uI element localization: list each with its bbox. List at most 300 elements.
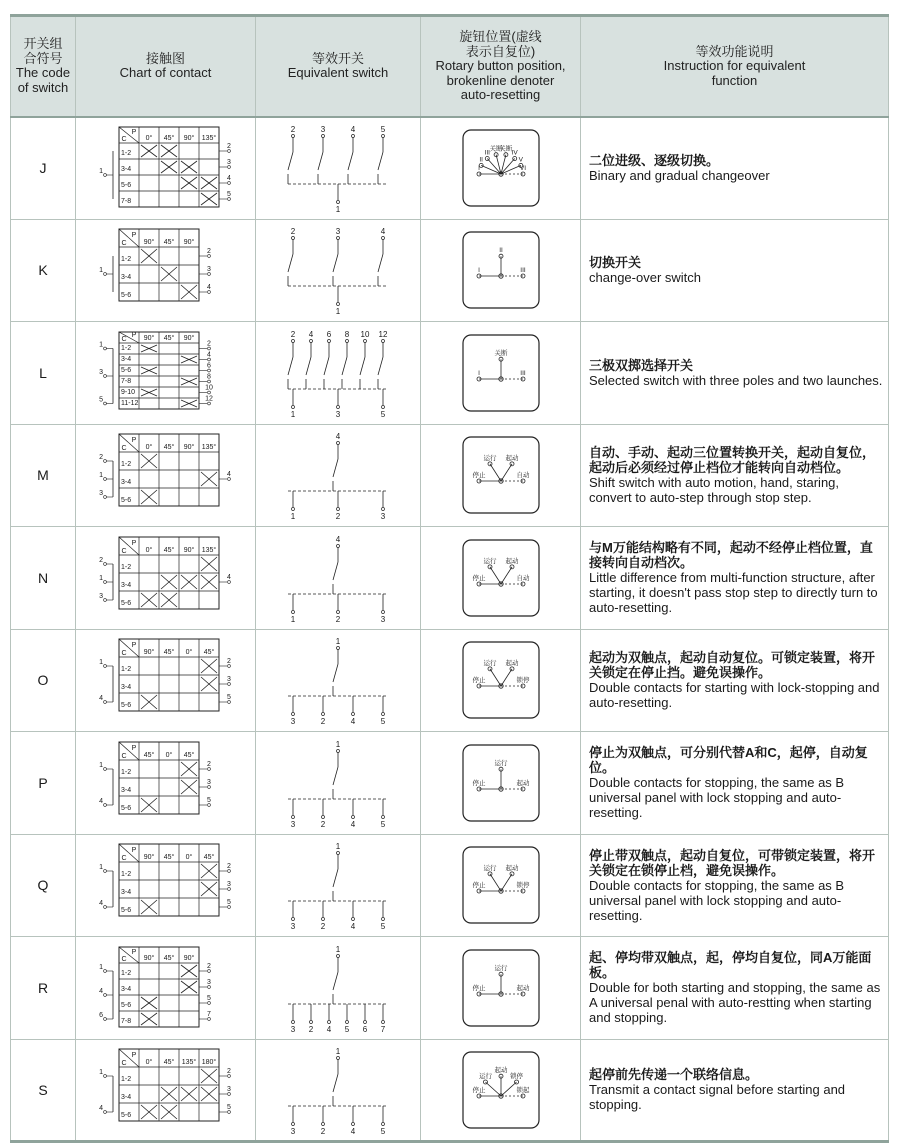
angle-label: 90° <box>183 334 194 342</box>
angle-label: 45° <box>163 444 174 452</box>
angle-label: 180° <box>201 1058 216 1066</box>
angle-label: 0° <box>145 1058 152 1066</box>
switch-bottom-terminal-label: 1 <box>335 307 341 317</box>
knob-position-label: 运行 <box>483 557 496 565</box>
knob-position-label: I <box>477 369 480 377</box>
angle-label: 90° <box>183 239 194 247</box>
contact-label: 1-2 <box>120 344 131 352</box>
rotary-knob-diagram <box>461 230 541 310</box>
switch-bottom-terminal-label: 3 <box>380 614 386 624</box>
angle-label: 45° <box>163 954 174 962</box>
contact-closed-mark <box>141 490 157 504</box>
left-terminal-label: 1 <box>98 864 103 872</box>
switch-code: M <box>11 424 76 527</box>
right-terminal-label: 7 <box>206 1010 211 1018</box>
table-row <box>11 1039 889 1142</box>
equivalent-switch-diagram <box>278 634 398 726</box>
knob-position-label: 起动 <box>516 984 529 992</box>
contact-label: 1-2 <box>120 969 131 977</box>
contact-closed-mark <box>161 593 177 607</box>
table-row <box>11 629 889 732</box>
switch-code: S <box>11 1039 76 1142</box>
description-english: Shift switch with auto motion, hand, staring, convert to auto-step through stop step. <box>589 475 840 506</box>
contact-closed-mark <box>141 997 157 1009</box>
knob-position-label: 停止 <box>472 677 485 685</box>
chart-label-c: C <box>120 955 127 963</box>
left-terminal-label: 1 <box>98 472 103 480</box>
knob-position-label: 运行 <box>494 759 507 767</box>
description-english: Double contacts for stopping, the same as B universal panel with lock stopping and auto-resetting. <box>589 775 845 821</box>
chart-label-p: P <box>131 129 136 137</box>
contact-chart-cell <box>76 424 256 527</box>
switch-bottom-terminal-label: 4 <box>350 1126 356 1136</box>
angle-label: 135° <box>201 444 216 452</box>
rotary-knob-diagram <box>461 435 541 515</box>
contact-chart <box>91 225 241 315</box>
contact-label: 1-2 <box>120 563 131 571</box>
switch-bottom-terminal-label: 3 <box>290 1024 296 1034</box>
equivalent-switch-cell <box>256 1039 421 1142</box>
angle-label: 0° <box>165 751 172 759</box>
angle-label: 135° <box>201 546 216 554</box>
knob-position-label: 关断 <box>489 145 503 153</box>
chart-label-p: P <box>131 744 136 752</box>
chart-label-p: P <box>131 232 136 240</box>
rotary-knob-diagram <box>461 640 541 720</box>
knob-position-label: 停止 <box>472 779 485 787</box>
angle-label: 45° <box>203 649 214 657</box>
table-row <box>11 117 889 220</box>
knob-position-label: I <box>477 165 480 172</box>
chart-label-p: P <box>131 437 136 445</box>
contact-label: 5-6 <box>120 292 131 300</box>
contact-closed-mark <box>141 454 157 468</box>
contact-chart-cell <box>76 1039 256 1142</box>
right-terminal-label: 3 <box>206 778 211 786</box>
right-terminal-label: 2 <box>206 340 211 348</box>
equivalent-switch-cell <box>256 937 421 1040</box>
knob-position-cell <box>421 424 581 527</box>
knob-position-label: 停止 <box>472 984 485 992</box>
switch-bottom-terminal-label: 5 <box>344 1024 350 1034</box>
right-terminal-label: 4 <box>226 471 231 479</box>
knob-position-label: III <box>484 149 490 157</box>
equivalent-switch-diagram <box>278 839 398 931</box>
contact-label: 3-4 <box>120 684 131 692</box>
equivalent-switch-diagram <box>278 224 398 316</box>
chart-label-c: C <box>120 136 127 143</box>
right-terminal-label: 8 <box>206 373 211 381</box>
description-chinese: 三极双掷选择开关 <box>589 357 694 373</box>
contact-closed-mark <box>141 798 157 812</box>
knob-position-label: 停止 <box>472 472 485 480</box>
right-terminal-label: 2 <box>226 143 231 150</box>
contact-closed-mark <box>141 900 157 914</box>
equivalent-switch-cell <box>256 117 421 220</box>
function-description <box>581 937 889 1040</box>
equivalent-switch-cell <box>256 629 421 732</box>
angle-label: 90° <box>143 854 154 862</box>
contact-label: 3-4 <box>120 274 131 282</box>
angle-label: 0° <box>145 546 152 554</box>
description-english: Double contacts for starting with lock-stopping and auto-resetting. <box>589 680 880 711</box>
switch-top-terminal-label: 1 <box>335 1046 341 1056</box>
switch-top-terminal-label: 4 <box>335 534 341 544</box>
function-description <box>581 424 889 527</box>
contact-label: 3-4 <box>120 786 131 794</box>
description-chinese: 与M万能结构略有不同，起动不经停止档位置，直接转向自动档次。 <box>589 540 873 571</box>
left-terminal-label: 1 <box>98 168 103 175</box>
chart-label-c: C <box>120 335 127 343</box>
contact-closed-mark <box>201 677 217 691</box>
description-chinese: 起、停均带双触点，起，停均自复位，同A万能面板。 <box>589 950 872 981</box>
knob-position-label: 运行 <box>483 865 496 873</box>
switch-top-terminal-label: 3 <box>320 125 326 134</box>
switch-code: L <box>11 322 76 425</box>
switch-bottom-terminal-label: 3 <box>290 1126 296 1136</box>
angle-label: 0° <box>145 444 152 452</box>
contact-closed-mark <box>161 161 177 173</box>
description-english: Double contacts for stopping, the same as B universal panel with lock stopping and auto-resetting. <box>589 877 845 923</box>
contact-closed-mark <box>141 145 157 157</box>
contact-closed-mark <box>201 472 217 486</box>
contact-label: 3-4 <box>120 1093 131 1101</box>
contact-label: 1-2 <box>120 256 131 264</box>
knob-position-label: 停止 <box>472 1086 485 1094</box>
angle-label: 90° <box>143 954 154 962</box>
right-terminal-label: 3 <box>226 676 231 684</box>
rotary-knob-diagram <box>461 948 541 1028</box>
switch-top-terminal-label: 2 <box>290 227 296 237</box>
function-description <box>581 1039 889 1142</box>
right-terminal-label: 2 <box>206 962 211 970</box>
contact-label: 7-8 <box>120 1017 131 1025</box>
knob-position-label: 关断 <box>494 349 507 357</box>
angle-label: 0° <box>185 854 192 862</box>
left-terminal-label: 1 <box>98 761 103 769</box>
switch-top-terminal-label: 12 <box>378 329 388 339</box>
knob-position-label: 停止 <box>472 574 485 582</box>
contact-closed-mark <box>201 864 217 878</box>
switch-bottom-terminal-label: 1 <box>335 205 341 214</box>
angle-label: 45° <box>143 751 154 759</box>
switch-top-terminal-label: 2 <box>290 125 296 134</box>
knob-position-label: 运行 <box>483 660 496 668</box>
contact-chart-cell <box>76 937 256 1040</box>
switch-bottom-terminal-label: 2 <box>335 512 341 522</box>
chart-label-p: P <box>131 331 136 339</box>
knob-position-label: VI <box>519 165 526 172</box>
left-terminal-label: 1 <box>98 659 103 667</box>
left-terminal-label: 1 <box>98 963 103 971</box>
switch-bottom-terminal-label: 3 <box>290 717 296 727</box>
chart-label-c: C <box>120 1059 127 1067</box>
table-row <box>11 424 889 527</box>
description-chinese: 停止为双触点，可分别代替A和C，起停，自动复位。 <box>589 745 868 776</box>
contact-label: 9-10 <box>120 388 135 396</box>
right-terminal-label: 4 <box>206 284 211 292</box>
contact-label: 5-6 <box>120 1111 131 1119</box>
knob-position-label: 锁停 <box>516 882 529 890</box>
switch-bottom-terminal-label: 3 <box>290 819 296 829</box>
right-terminal-label: 5 <box>206 994 211 1002</box>
contact-closed-mark <box>141 367 157 374</box>
switch-top-terminal-label: 8 <box>344 329 350 339</box>
chart-label-p: P <box>131 948 136 956</box>
switch-top-terminal-label: 1 <box>335 637 341 647</box>
right-terminal-label: 5 <box>226 899 231 907</box>
right-terminal-label: 6 <box>206 362 211 370</box>
rotary-knob-diagram <box>461 1050 541 1130</box>
right-terminal-label: 10 <box>204 384 213 392</box>
contact-closed-mark <box>201 177 217 189</box>
contact-chart <box>91 840 241 930</box>
switch-code: P <box>11 732 76 835</box>
switch-code: O <box>11 629 76 732</box>
switch-bottom-terminal-label: 2 <box>320 922 326 932</box>
knob-position-label: III <box>519 369 526 377</box>
contact-label: 5-6 <box>120 702 131 710</box>
angle-label: 90° <box>143 239 154 247</box>
knob-position-label: 起动 <box>505 865 518 873</box>
left-terminal-label: 1 <box>98 267 103 275</box>
left-terminal-label: 1 <box>98 574 103 582</box>
knob-position-label: 起动 <box>505 455 518 463</box>
rotary-knob-diagram <box>461 333 541 413</box>
left-terminal-label: 4 <box>98 695 103 703</box>
contact-label: 3-4 <box>120 479 131 487</box>
contact-label: 5-6 <box>120 366 131 374</box>
left-terminal-label: 1 <box>98 341 103 349</box>
header-function-description: 等效功能说明 Instruction for equivalent function <box>581 16 889 117</box>
contact-chart-cell <box>76 219 256 322</box>
switch-top-terminal-label: 4 <box>350 125 356 134</box>
knob-position-label: II <box>478 156 483 164</box>
knob-position-label: III <box>519 267 526 275</box>
right-terminal-label: 4 <box>226 175 231 182</box>
left-terminal-label: 4 <box>98 797 103 805</box>
contact-closed-mark <box>201 882 217 896</box>
switch-bottom-terminal-label: 2 <box>320 1126 326 1136</box>
contact-closed-mark <box>201 1069 217 1083</box>
equivalent-switch-diagram <box>278 532 398 624</box>
contact-label: 5-6 <box>120 804 131 812</box>
knob-position-cell <box>421 834 581 937</box>
switch-bottom-terminal-label: 4 <box>350 819 356 829</box>
knob-position-label: 自动 <box>516 574 529 582</box>
chart-label-c: C <box>120 855 127 863</box>
contact-closed-mark <box>141 593 157 607</box>
right-terminal-label: 4 <box>226 573 231 581</box>
contact-closed-mark <box>141 1105 157 1119</box>
description-chinese: 起停前先传递一个联络信息。 <box>589 1067 759 1083</box>
contact-closed-mark <box>201 575 217 589</box>
header-chart-of-contact: 接触图 Chart of contact <box>76 16 256 117</box>
knob-position-label: 停止 <box>472 882 485 890</box>
description-chinese: 二位进级、逐级切换。 <box>589 153 720 168</box>
contact-closed-mark <box>181 762 197 776</box>
contact-label: 1-2 <box>120 666 131 674</box>
contact-chart <box>91 430 241 520</box>
knob-position-cell <box>421 1039 581 1142</box>
contact-closed-mark <box>201 659 217 673</box>
contact-closed-mark <box>181 177 197 189</box>
chart-label-c: C <box>120 445 127 453</box>
angle-label: 90° <box>143 649 154 657</box>
equivalent-switch-cell <box>256 732 421 835</box>
left-terminal-label: 3 <box>98 490 103 498</box>
description-english: change-over switch <box>589 270 701 286</box>
right-terminal-label: 3 <box>206 978 211 986</box>
angle-label: 45° <box>183 751 194 759</box>
knob-position-label: 运行 <box>478 1072 492 1080</box>
table-row <box>11 834 889 937</box>
contact-closed-mark <box>181 575 197 589</box>
right-terminal-label: 5 <box>226 191 231 198</box>
knob-position-label: 锁起 <box>516 1086 529 1094</box>
switch-code: K <box>11 219 76 322</box>
knob-position-label: 锁停 <box>516 677 529 685</box>
switch-bottom-terminal-label: 5 <box>380 922 386 932</box>
right-terminal-label: 3 <box>226 1085 231 1093</box>
contact-label: 1-2 <box>120 871 131 879</box>
switch-top-terminal-label: 3 <box>335 227 341 237</box>
description-english: Transmit a contact signal before starting and stopping. <box>589 1082 846 1113</box>
table-header-row <box>11 16 889 117</box>
right-terminal-label: 12 <box>204 395 213 403</box>
contact-closed-mark <box>141 695 157 709</box>
description-english: Double for both starting and stopping, the same as A universal penal with auto-restting when starting and stopping. <box>589 980 881 1026</box>
knob-position-label: 起动 <box>516 779 529 787</box>
contact-closed-mark <box>161 575 177 589</box>
switch-bottom-terminal-label: 1 <box>290 512 296 522</box>
switch-bottom-terminal-label: 7 <box>380 1024 386 1034</box>
function-description <box>581 117 889 220</box>
equivalent-switch-diagram <box>278 122 398 214</box>
switch-top-terminal-label: 2 <box>290 329 296 339</box>
description-chinese: 切换开关 <box>589 255 642 271</box>
table-row <box>11 219 889 322</box>
contact-label: 11-12 <box>120 399 138 407</box>
switch-bottom-terminal-label: 4 <box>326 1024 332 1034</box>
contact-closed-mark <box>181 780 197 794</box>
switch-bottom-terminal-label: 5 <box>380 409 386 419</box>
knob-position-label: 运行 <box>494 964 507 972</box>
switch-top-terminal-label: 1 <box>335 842 341 852</box>
contact-chart <box>91 328 241 418</box>
equivalent-switch-cell <box>256 834 421 937</box>
right-terminal-label: 3 <box>226 159 231 166</box>
contact-chart-cell <box>76 834 256 937</box>
switch-top-terminal-label: 4 <box>308 329 314 339</box>
knob-position-label: 锁停 <box>509 1072 523 1080</box>
contact-closed-mark <box>161 1105 177 1119</box>
contact-closed-mark <box>181 400 197 407</box>
contact-label: 5-6 <box>120 182 131 189</box>
knob-position-label: IV <box>511 149 518 157</box>
header-equivalent-switch: 等效开关 Equivalent switch <box>256 16 421 117</box>
right-terminal-label: 2 <box>206 760 211 768</box>
function-description <box>581 629 889 732</box>
contact-closed-mark <box>181 981 197 993</box>
equivalent-switch-diagram <box>278 327 398 419</box>
right-terminal-label: 5 <box>226 1103 231 1111</box>
switch-bottom-terminal-label: 3 <box>380 512 386 522</box>
contact-chart-cell <box>76 117 256 220</box>
contact-closed-mark <box>181 161 197 173</box>
contact-closed-mark <box>161 145 177 157</box>
contact-closed-mark <box>201 193 217 205</box>
contact-closed-mark <box>161 1087 177 1101</box>
switch-top-terminal-label: 4 <box>335 432 341 442</box>
contact-closed-mark <box>181 378 197 385</box>
right-terminal-label: 4 <box>206 351 211 359</box>
left-terminal-label: 4 <box>98 987 103 995</box>
switch-bottom-terminal-label: 4 <box>350 717 356 727</box>
switch-code: Q <box>11 834 76 937</box>
contact-label: 1-2 <box>120 461 131 469</box>
left-terminal-label: 2 <box>98 556 103 564</box>
contact-label: 3-4 <box>120 889 131 897</box>
contact-label: 5-6 <box>120 907 131 915</box>
description-chinese: 起动为双触点，起动自动复位。可锁定装置，将开关锁定在停止挡。避免误操作。 <box>589 650 876 681</box>
switch-bottom-terminal-label: 3 <box>335 409 341 419</box>
description-english: Binary and gradual changeover <box>589 168 770 183</box>
angle-label: 0° <box>185 649 192 657</box>
contact-label: 1-2 <box>120 1075 131 1083</box>
knob-position-label: 起动 <box>505 557 518 565</box>
switch-code: J <box>11 117 76 220</box>
switch-top-terminal-label: 10 <box>360 329 370 339</box>
contact-label: 5-6 <box>120 599 131 607</box>
rotary-knob-diagram <box>461 743 541 823</box>
right-terminal-label: 2 <box>226 658 231 666</box>
contact-closed-mark <box>181 285 197 299</box>
angle-label: 45° <box>163 854 174 862</box>
equivalent-switch-cell <box>256 322 421 425</box>
knob-position-cell <box>421 117 581 220</box>
contact-chart <box>91 635 241 725</box>
header-code: 开关组 合符号 The code of switch <box>11 16 76 117</box>
switch-bottom-terminal-label: 2 <box>320 717 326 727</box>
switch-bottom-terminal-label: 1 <box>290 409 296 419</box>
knob-position-label: V <box>518 156 523 164</box>
knob-position-cell <box>421 732 581 835</box>
contact-chart <box>91 943 241 1033</box>
left-terminal-label: 4 <box>98 900 103 908</box>
contact-label: 3-4 <box>120 355 131 363</box>
switch-bottom-terminal-label: 1 <box>290 614 296 624</box>
switch-bottom-terminal-label: 2 <box>308 1024 314 1034</box>
switch-top-terminal-label: 4 <box>380 227 386 237</box>
left-terminal-label: 2 <box>98 454 103 462</box>
contact-closed-mark <box>161 267 177 281</box>
contact-closed-mark <box>201 557 217 571</box>
chart-label-c: C <box>120 752 127 760</box>
contact-chart <box>91 123 241 213</box>
angle-label: 45° <box>163 135 174 142</box>
contact-closed-mark <box>141 345 157 352</box>
rotary-knob-diagram <box>461 538 541 618</box>
knob-position-label: I <box>477 267 480 275</box>
switch-top-terminal-label: 1 <box>335 739 341 749</box>
chart-label-p: P <box>131 847 136 855</box>
contact-label: 3-4 <box>120 166 131 173</box>
left-terminal-label: 1 <box>98 1068 103 1076</box>
knob-position-label: 关断 <box>498 145 512 153</box>
angle-label: 45° <box>163 649 174 657</box>
contact-closed-mark <box>181 1087 197 1101</box>
